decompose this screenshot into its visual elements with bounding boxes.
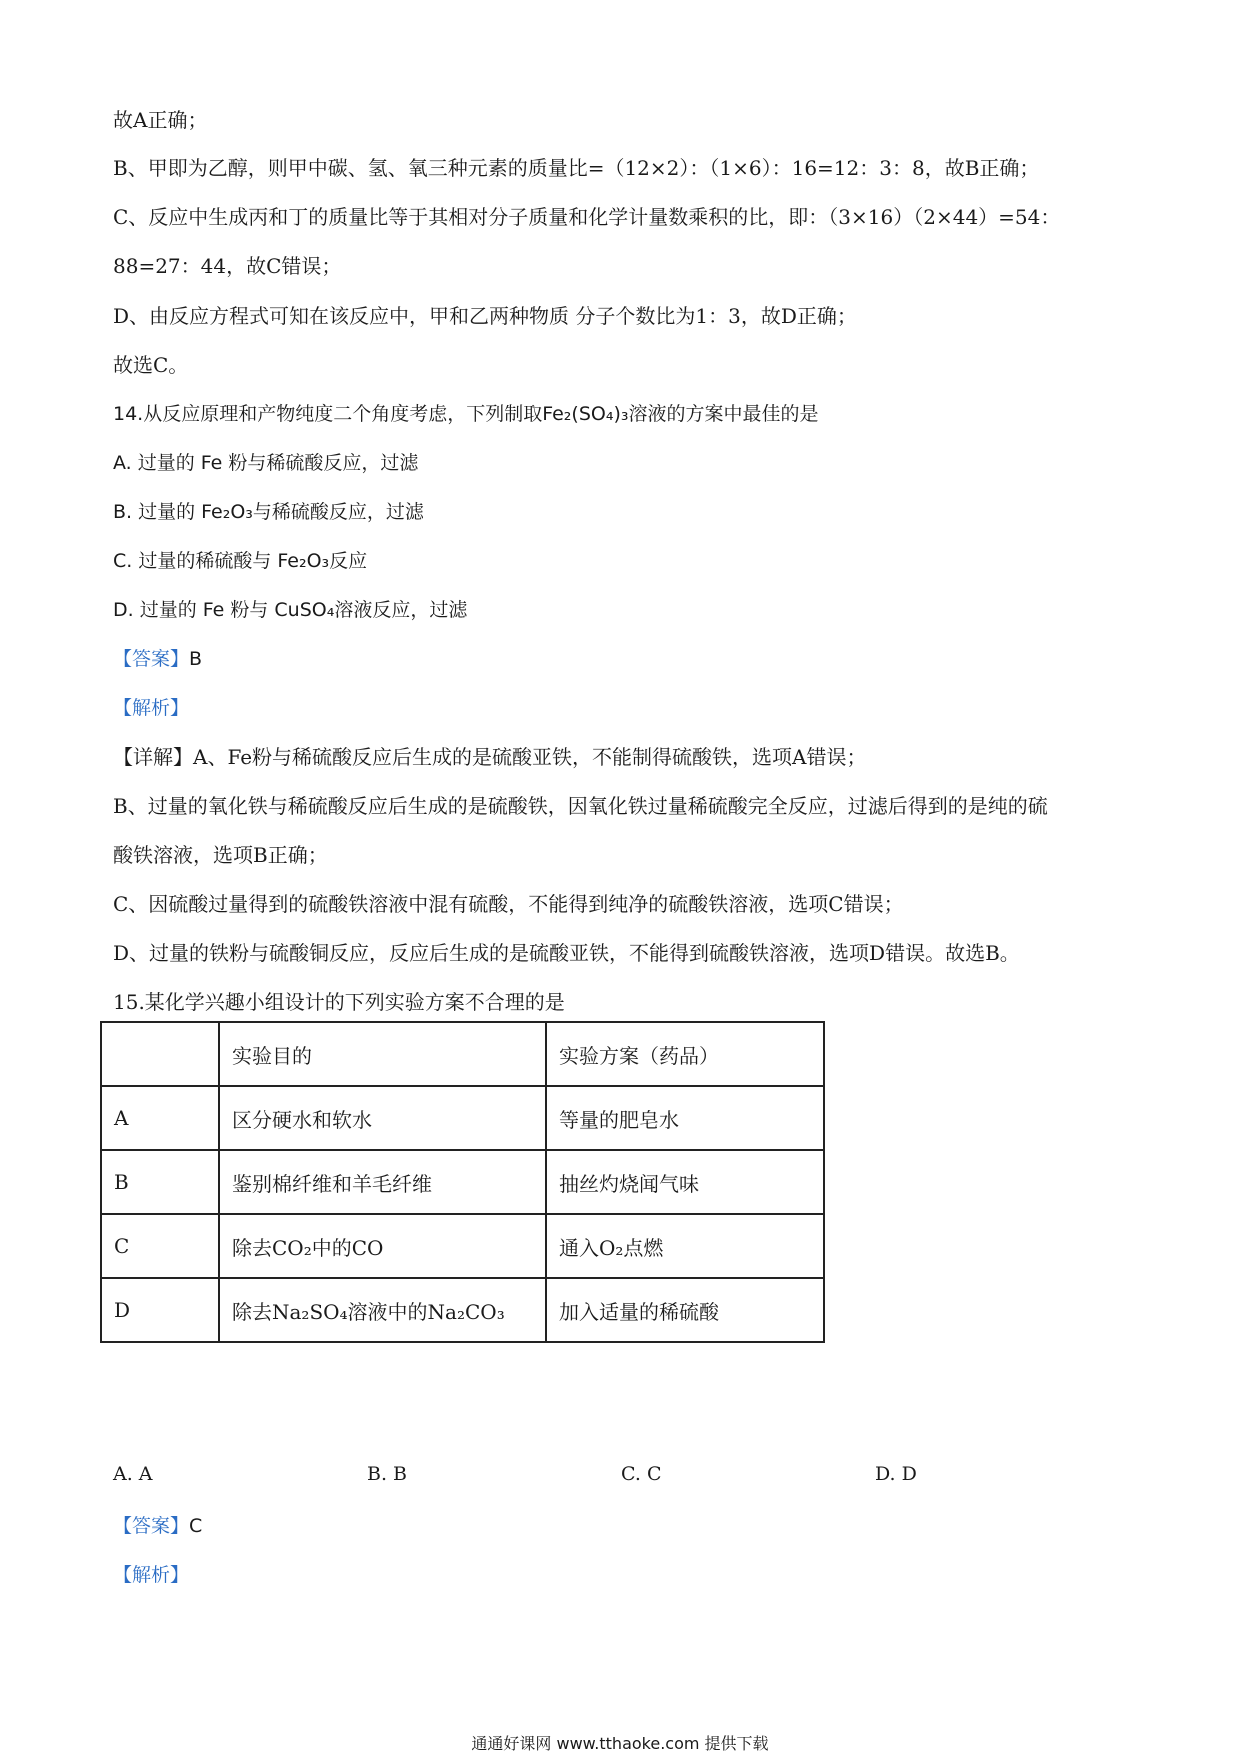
q14-option-c: C. 过量的稀硫酸与 Fe₂O₃反应 (113, 550, 368, 572)
q14-stem-suffix: 溶液的方案中最佳的是 (628, 403, 819, 425)
q14-detail-line: B、过量的氧化铁与稀硫酸反应后生成的是硫酸铁，因氧化铁过量稀硫酸完全反应，过滤后得到的是纯的硫 (113, 794, 1048, 818)
table-cell: C (101, 1214, 219, 1278)
q15-stem: 15.某化学兴趣小组设计的下列实验方案不合理的是 (113, 990, 565, 1014)
solution-line-c1: C、反应中生成丙和丁的质量比等于其相对分子质量和化学计量数乘积的比，即：（3×16）（2×44）=54： (113, 205, 1061, 229)
q14-analysis-tag (113, 694, 189, 722)
q14-stem (113, 400, 819, 428)
q14-detail-line: 【详解】A、Fe粉与稀硫酸反应后生成的是硫酸亚铁，不能制得硫酸铁，选项A错误； (113, 745, 867, 769)
table-cell: B (101, 1150, 219, 1214)
table-row (101, 1086, 824, 1150)
table-cell: 鉴别棉纤维和羊毛纤维 (219, 1150, 546, 1214)
q15-option-a: A. A (113, 1463, 153, 1485)
solution-line-d: D、由反应方程式可知在该反应中，甲和乙两种物质 分子个数比为1：3，故D正确； (113, 304, 857, 328)
solution-line-a: 故A正确； (113, 108, 208, 132)
q14-option-b: B. 过量的 Fe₂O₃与稀硫酸反应，过滤 (113, 501, 424, 523)
table-row (101, 1214, 824, 1278)
q15-answer (113, 1512, 202, 1540)
q14-detail-line: D、过量的铁粉与硫酸铜反应，反应后生成的是硫酸亚铁，不能得到硫酸铁溶液，选项D错误。故选B。 (113, 941, 1020, 965)
experiment-table (100, 1021, 825, 1343)
q14-detail-line: C、因硫酸过量得到的硫酸铁溶液中混有硫酸，不能得到纯净的硫酸铁溶液，选项C错误； (113, 892, 904, 916)
q14-stem-prefix: 14.从反应原理和产物纯度二个角度考虑，下列制取 (113, 403, 543, 425)
table-header-cell (101, 1022, 219, 1086)
q14-answer (113, 645, 202, 673)
analysis-tag: 【解析】 (113, 1564, 190, 1586)
table-row (101, 1150, 824, 1214)
q14-option-a: A. 过量的 Fe 粉与稀硫酸反应，过滤 (113, 452, 419, 474)
q15-analysis-tag (113, 1561, 189, 1589)
table-cell: 除去Na₂SO₄溶液中的Na₂CO₃ (219, 1278, 546, 1342)
answer-value: B (189, 648, 203, 670)
answer-value: C (189, 1515, 203, 1537)
table-header-cell: 实验方案（药品） (546, 1022, 824, 1086)
table-row (101, 1278, 824, 1342)
q15-option-d: D. D (875, 1463, 917, 1485)
table-cell: 通入O₂点燃 (546, 1214, 824, 1278)
table-cell: 等量的肥皂水 (546, 1086, 824, 1150)
answer-tag: 【答案】 (113, 1515, 190, 1537)
table-cell: D (101, 1278, 219, 1342)
q15-option-b: B. B (367, 1463, 408, 1485)
answer-tag: 【答案】 (113, 648, 190, 670)
q14-detail-line: 酸铁溶液，选项B正确； (113, 843, 328, 867)
solution-line-c2: 88=27：44，故C错误； (113, 254, 342, 278)
table-header-row (101, 1022, 824, 1086)
table-cell: 区分硬水和软水 (219, 1086, 546, 1150)
table-cell: 加入适量的稀硫酸 (546, 1278, 824, 1342)
page-footer: 通通好课网 www.tthaoke.com 提供下载 (471, 1734, 769, 1753)
q15-option-c: C. C (621, 1463, 662, 1485)
solution-line-b: B、甲即为乙醇，则甲中碳、氢、氧三种元素的质量比=（12×2）：（1×6）：16=12：3：8，故B正确； (113, 156, 1040, 180)
q14-stem-formula: Fe₂(SO₄)₃ (542, 403, 629, 425)
table-header-cell: 实验目的 (219, 1022, 546, 1086)
table-cell: A (101, 1086, 219, 1150)
q14-option-d: D. 过量的 Fe 粉与 CuSO₄溶液反应，过滤 (113, 599, 468, 621)
table-cell: 除去CO₂中的CO (219, 1214, 546, 1278)
solution-conclusion: 故选C。 (113, 353, 189, 377)
table-cell: 抽丝灼烧闻气味 (546, 1150, 824, 1214)
analysis-tag: 【解析】 (113, 697, 190, 719)
